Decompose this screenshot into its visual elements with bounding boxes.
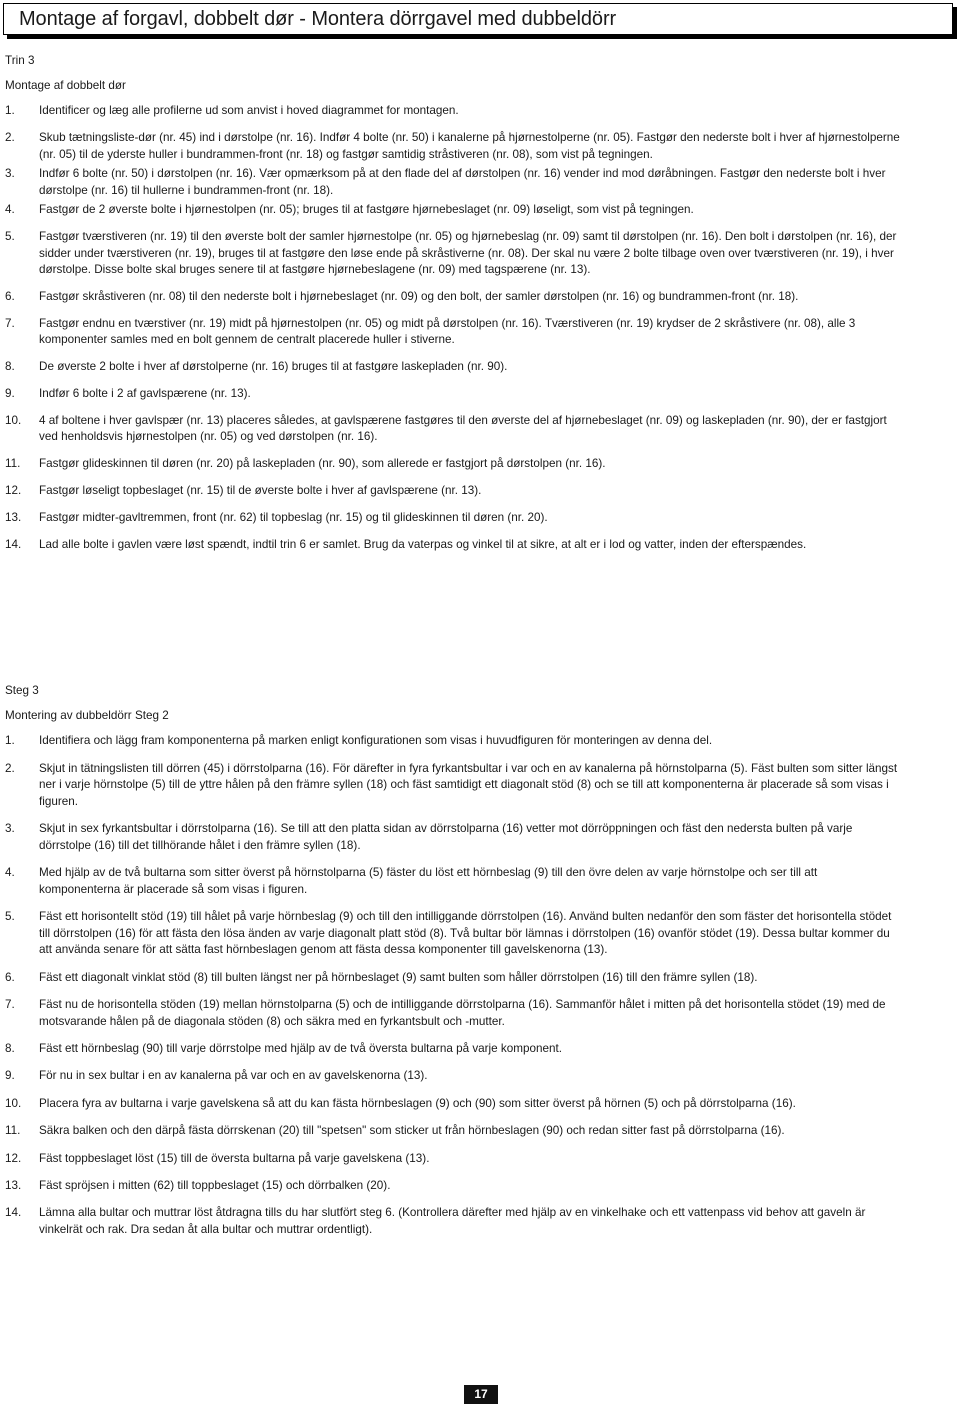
step-number: 1. <box>5 734 15 748</box>
step-text: De øverste 2 bolte i hver af dørstolperne (nr. 16) bruges til at fastgøre laskepladen (nr. 90). <box>39 360 508 374</box>
step-number: 7. <box>5 316 15 330</box>
step-text: Placera fyra av bultarna i varje gavelskena så att du kan fästa hörnbeslagen (9) och (90) som sitter överst på hörnen (5) och på dörrstolparna (16). <box>39 1096 796 1110</box>
step-number: 3. <box>5 822 15 836</box>
step-number: 2. <box>5 761 15 775</box>
list-item <box>5 1123 900 1140</box>
swedish-steps-list <box>5 733 900 1238</box>
step-text: Lad alle bolte i gavlen være løst spændt, indtil trin 6 er samlet. Brug da vaterpas og vinkel til at sikre, at alt er i lod og vatter, inden der efterspændes. <box>39 537 807 551</box>
swedish-step-label: Steg 3 <box>5 684 39 697</box>
step-text: Fäst spröjsen i mitten (62) till toppbeslaget (15) och dörrbalken (20). <box>39 1179 391 1193</box>
list-item <box>5 1205 900 1238</box>
step-number: 1. <box>5 104 15 118</box>
step-number: 4. <box>5 866 15 880</box>
list-item <box>5 865 900 898</box>
step-number: 10. <box>5 413 22 427</box>
step-text: Identificer og læg alle profilerne ud som anvist i hoved diagrammet for montagen. <box>39 104 459 118</box>
step-text: Fastgør endnu en tværstiver (nr. 19) midt på hjørnestolpen (nr. 05) og midt på dørstolpen (nr. 16). Tværstiveren (nr. 19) krydser de 2 skråstivere (nr. 08), alle 3 komponenter samles med en bolt gennem de centralt placerede huller i stiverne. <box>39 316 856 347</box>
list-item <box>5 103 900 120</box>
list-item <box>5 997 900 1030</box>
step-text: Fastgør løseligt topbeslaget (nr. 15) til de øverste bolte i hver af gavlspærene (nr. 13). <box>39 483 482 497</box>
step-number: 5. <box>5 910 15 924</box>
swedish-section <box>5 683 900 1249</box>
list-item <box>5 761 900 811</box>
step-text: Fäst ett diagonalt vinklat stöd (8) till bulten längst ner på hörnbeslaget (9) samt bulten som håller dörrstolpen (16) till den främre syllen (18). <box>39 970 758 984</box>
page-title: Montage af forgavl, dobbelt dør - Montera dörrgavel med dubbeldörr <box>19 8 617 30</box>
list-item <box>5 1068 900 1085</box>
list-item <box>5 1041 900 1058</box>
step-number: 7. <box>5 998 15 1012</box>
step-text: Säkra balken och den därpå fästa dörrskenan (20) till "spetsen" som sticker ut från hörnbeslagen (90) och redan sitter fast på dörrstolparna (16). <box>39 1124 785 1138</box>
list-item <box>5 456 900 473</box>
step-text: Skub tætningsliste-dør (nr. 45) ind i dørstolpe (nr. 16). Indfør 4 bolte (nr. 50) i kanalerne på hjørnestolperne (nr. 05). Fastgør den nederste bolt i hver af hjørnestolperne (nr. 05) til de yderste huller i bundrammen-front (nr. 18) og fastgør samtidig stråstiveren (nr. 08), som vist på tegningen. <box>39 130 900 161</box>
step-number: 8. <box>5 1042 15 1056</box>
list-item <box>5 130 900 163</box>
title-bar <box>3 3 953 35</box>
list-item <box>5 1151 900 1168</box>
step-text: Fastgør skråstiveren (nr. 08) til den nederste bolt i hjørnebeslaget (nr. 09) og den bolt, der samler dørstolpen (nr. 16) og bundrammen-front (nr. 18). <box>39 290 799 304</box>
list-item <box>5 510 900 527</box>
step-number: 12. <box>5 1151 22 1165</box>
step-text: Skjut in sex fyrkantsbultar i dörrstolparna (16). Se till att den platta sidan av dörrstolparna (16) vetter mot dörröppningen och fäst den nedersta bulten på varje dörrstolpe (16) till det tillhörande hålet i den främre syllen (18). <box>39 822 853 852</box>
step-text: Skjut in tätningslisten till dörren (45) i dörrstolparna (16). För därefter in fyra fyrkantsbultar i var och en av kanalerna på hörnstolparna (5). Fäst bulten som sitter längst ner i varje hörnstolpe (5) till de yttre hålen på den främre syllen (18) och fäst samtidigt ett diagonalt stöd (8) och se till att komponenterna är placerade så som visas i figuren. <box>39 761 898 808</box>
step-number: 9. <box>5 1069 15 1083</box>
step-number: 13. <box>5 1179 22 1193</box>
list-item <box>5 821 900 854</box>
step-text: 4 af boltene i hver gavlspær (nr. 13) placeres således, at gavlspærene fastgøres til den øverste del af hjørnebeslaget (nr. 09) og laskepladen (nr. 90), der er fastgjort ved henholdsvis hjørnestolpen (nr. 05) og ved dørstolpen (nr. 16). <box>39 413 887 444</box>
step-number: 14. <box>5 1206 22 1220</box>
list-item <box>5 386 900 403</box>
step-number: 5. <box>5 230 15 244</box>
list-item <box>5 413 900 446</box>
step-number: 8. <box>5 360 15 374</box>
step-text: Fäst nu de horisontella stöden (19) mellan hörnstolparna (5) och de intilliggande dörrstolparna (16). Sammanför hålet i mitten på det horisontella stödet (19) med de motsvarande hålen på de diagonala stöden (8) och säkra med en fyrkantsbult och -mutter. <box>39 998 886 1028</box>
step-text: Lämna alla bultar och muttrar löst åtdragna tills du har slutfört steg 6. (Kontrollera därefter med hjälp av en vinkelhake och ett vattenpass vid behov att gaveln är vinkelrät och rak. Dra sedan åt alla bultar och muttrar ordentligt). <box>39 1206 866 1237</box>
step-number: 13. <box>5 510 22 524</box>
list-item <box>5 909 900 959</box>
step-number: 6. <box>5 970 15 984</box>
step-number: 11. <box>5 457 21 471</box>
list-item <box>5 359 900 376</box>
step-number: 12. <box>5 483 22 497</box>
step-text: Fäst ett hörnbeslag (90) till varje dörrstolpe med hjälp av de två översta bultarna på varje komponent. <box>39 1042 562 1056</box>
step-text: Fäst toppbeslaget löst (15) till de översta bultarna på varje gavelskena (13). <box>39 1151 430 1165</box>
list-item <box>5 483 900 500</box>
step-number: 4. <box>5 203 15 217</box>
step-number: 2. <box>5 130 15 144</box>
page-number: 17 <box>464 1385 498 1404</box>
list-item <box>5 1096 900 1113</box>
step-text: Fastgør glideskinnen til døren (nr. 20) på laskepladen (nr. 90), som allerede er fastgjort på dørstolpen (nr. 16). <box>39 457 606 471</box>
list-item <box>5 289 900 306</box>
danish-step-label: Trin 3 <box>5 54 35 67</box>
step-text: Fastgør tværstiveren (nr. 19) til den øverste bolt der samler hjørnestolpe (nr. 05) og hjørnebeslag (nr. 09) samt til dørstolpen (nr. 16). Den bolt i dørstolpen (nr. 16), der sidder under tværstiveren (nr. 19), bruges til at fastgøre den løse ende på skråstiverne (nr. 08). Der skal nu være 2 bolte tilbage oven over tværstiveren (nr. 19), i hver dørstolpe. Disse bolte skal bruges senere til at fastgøre hjørnebeslagene (nr. 09) med tagspærene (nr. 13). <box>39 230 897 277</box>
danish-section <box>5 53 900 563</box>
list-item <box>5 1178 900 1195</box>
swedish-heading: Montering av dubbeldörr Steg 2 <box>5 709 169 723</box>
step-number: 6. <box>5 290 15 304</box>
step-text: Indfør 6 bolte (nr. 50) i dørstolpen (nr. 16). Vær opmærksom på at den flade del af dørstolpen (nr. 16) vender ind mod døråbningen. Fastgør den nederste bolt i hver dørstolpe (nr. 16) til hullerne i bundrammen-front (nr. 18). <box>39 167 886 197</box>
list-item <box>5 537 900 554</box>
step-text: Identifiera och lägg fram komponenterna på marken enligt konfigurationen som visas i huvudfiguren för monteringen av denna del. <box>39 734 713 748</box>
danish-steps-list <box>5 103 900 553</box>
step-text: Fastgør de 2 øverste bolte i hjørnestolpen (nr. 05); bruges til at fastgøre hjørnebeslaget (nr. 09) løseligt, som vist på tegningen. <box>39 203 694 217</box>
danish-heading: Montage af dobbelt dør <box>5 79 126 93</box>
step-text: Fäst ett horisontellt stöd (19) till hålet på varje hörnbeslag (9) och till den intilliggande dörrstolpen (16). Använd bulten nedanför den som fäster det horisontella stödet till dörrstolpen (16) för att fästa den lösa änden av varje diagonalt platt stöd (8). Två bultar bör lämnas i dörrstolpen (16) ovanför stödet (19). Dessa bultar kommer du att använda senare för att sätta fast hörnbeslagen genom att fästa dessa komponenter till gavelskenorna (13). <box>39 910 892 957</box>
step-text: Indfør 6 bolte i 2 af gavlspærene (nr. 13). <box>39 387 251 401</box>
step-text: Med hjälp av de två bultarna som sitter överst på hörnstolparna (5) fäster du löst ett hörnbeslag (9) till den övre delen av varje hörnstolpe och ser till att komponenterna är placerade så som visas i figuren. <box>39 866 818 896</box>
step-number: 9. <box>5 387 15 401</box>
list-item <box>5 970 900 987</box>
step-text: För nu in sex bultar i en av kanalerna på var och en av gavelskenorna (13). <box>39 1069 428 1083</box>
step-number: 11. <box>5 1124 21 1138</box>
list-item <box>5 733 900 750</box>
list-item <box>5 316 900 349</box>
list-item <box>5 229 900 279</box>
list-item <box>5 166 900 199</box>
step-number: 10. <box>5 1096 22 1110</box>
step-text: Fastgør midter-gavltremmen, front (nr. 62) til topbeslag (nr. 15) og til glideskinnen til døren (nr. 20). <box>39 510 548 524</box>
step-number: 3. <box>5 167 15 181</box>
step-number: 14. <box>5 537 22 551</box>
list-item <box>5 202 900 219</box>
